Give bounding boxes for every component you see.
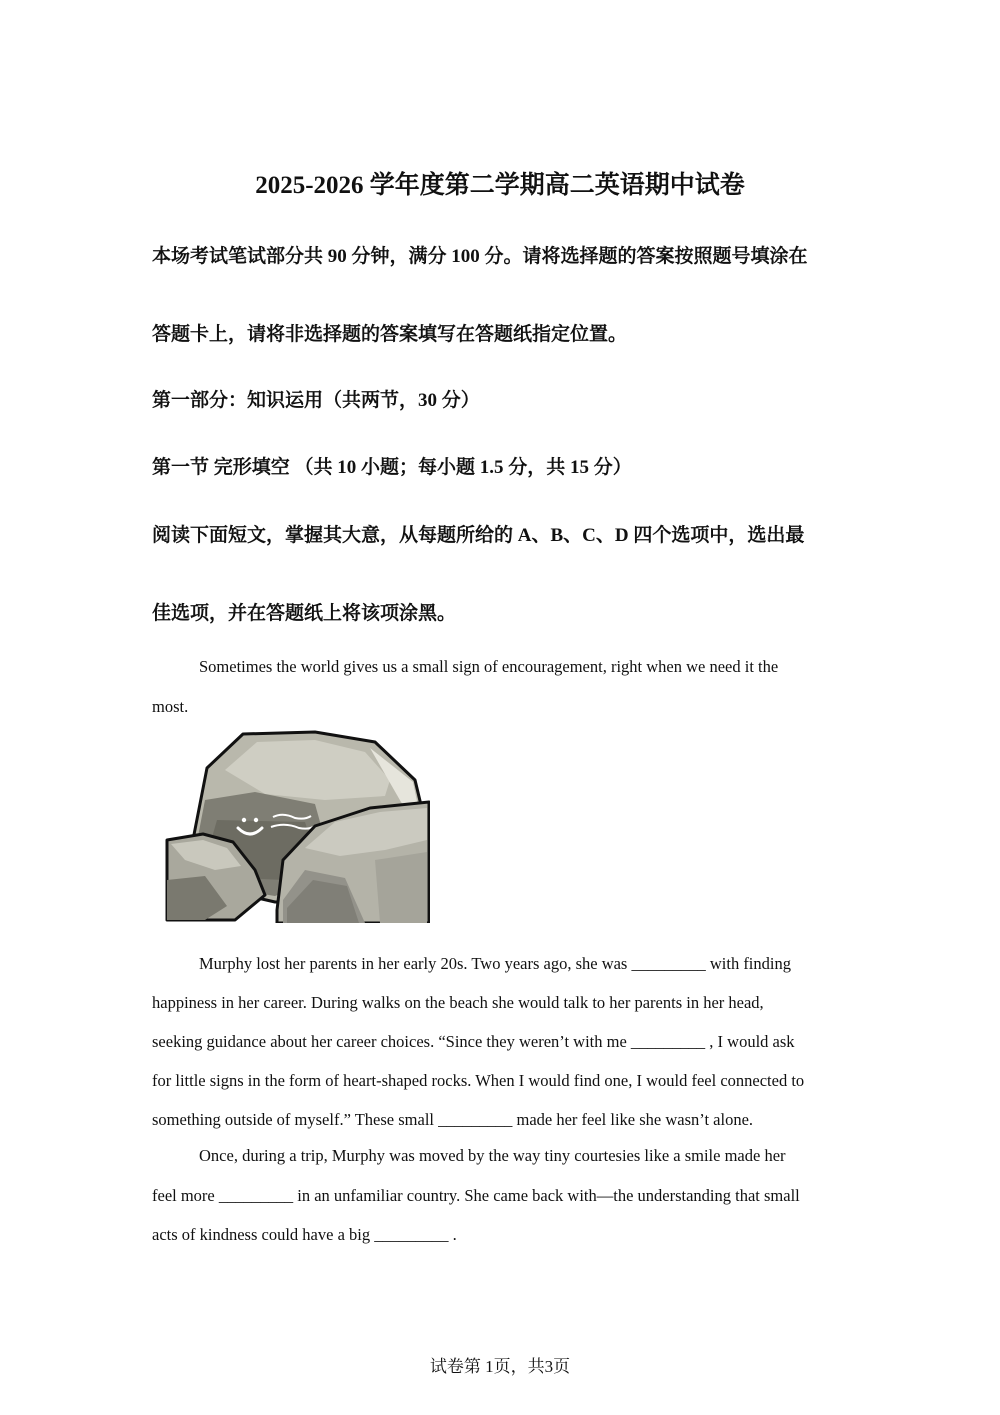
page-footer: 试卷第 1页，共3页 <box>429 1357 571 1376</box>
paragraph-1-line-5: something outside of myself.” These small _________ made her feel like she wasn’t alone. <box>152 1110 754 1129</box>
paragraph-1-line-1: Murphy lost her parents in her early 20s. Two years ago, she was _________ with finding <box>199 954 791 973</box>
paragraph-2-line-1: Once, during a trip, Murphy was moved by the way tiny courtesies like a smile made her <box>199 1146 786 1165</box>
paragraph-1-line-2: happiness in her career. During walks on the beach she would talk to her parents in her head, <box>152 993 764 1012</box>
paragraph-2-line-3: acts of kindness could have a big _________ . <box>152 1225 457 1244</box>
paragraph-2-line-2: feel more _________ in an unfamiliar country. She came back with—the understanding that small <box>152 1186 800 1205</box>
instruction-line-2: 答题卡上，请将非选择题的答案填写在答题纸指定位置。 <box>152 324 628 345</box>
paragraph-1-line-3: seeking guidance about her career choices. “Since they weren’t with me _________ , I would ask <box>152 1032 795 1051</box>
part-heading: 第一部分：知识运用（共两节，30 分） <box>152 390 480 411</box>
passage-intro-line-2: most. <box>152 697 189 716</box>
smiling-rocks-illustration <box>165 730 430 923</box>
paragraph-1-line-4: for little signs in the form of heart-shaped rocks. When I would find one, I would feel connected to <box>152 1071 805 1090</box>
section-heading: 第一节 完形填空 （共 10 小题；每小题 1.5 分，共 15 分） <box>152 457 632 478</box>
passage-intro-line-1: Sometimes the world gives us a small sign of encouragement, right when we need it the <box>199 657 779 676</box>
instruction-line-1: 本场考试笔试部分共 90 分钟，满分 100 分。请将选择题的答案按照题号填涂在 <box>152 246 808 267</box>
exam-title: 2025-2026 学年度第二学期高二英语期中试卷 <box>255 172 745 199</box>
directions-line-1: 阅读下面短文，掌握其大意，从每题所给的 A、B、C、D 四个选项中，选出最 <box>152 525 805 546</box>
directions-line-2: 佳选项，并在答题纸上将该项涂黑。 <box>152 603 457 624</box>
